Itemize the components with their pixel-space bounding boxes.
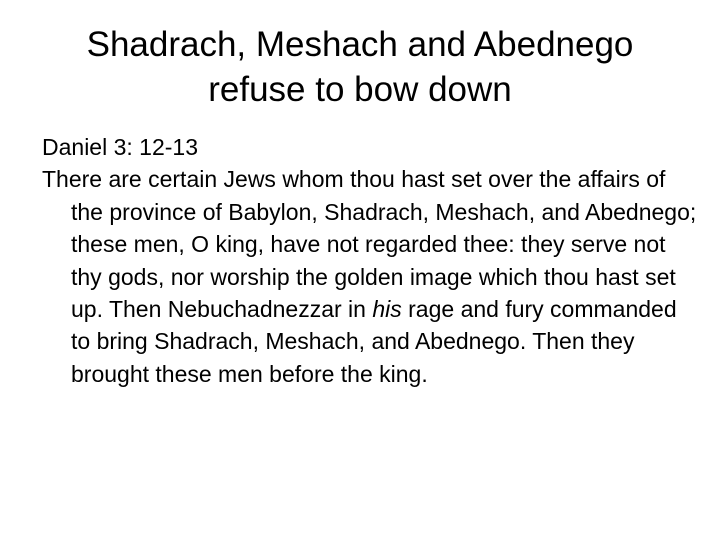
scripture-reference: Daniel 3: 12-13 <box>42 134 198 160</box>
title-line-2: refuse to bow down <box>208 70 512 109</box>
slide-body <box>42 131 702 390</box>
passage-italic-word: his <box>372 296 402 323</box>
slide-title <box>0 22 720 112</box>
scripture-passage <box>42 163 702 390</box>
title-line-1: Shadrach, Meshach and Abednego <box>86 25 634 64</box>
passage-text-start: There are certain Jews whom thou hast set over the affairs of the province of Babylon, Shadrach, Meshach, and Abednego; these men, O king, have not regarded thee: they serve not thy gods, nor worship the golden image which thou hast set up. Then Nebuchadnezzar in <box>42 166 697 323</box>
passage-text-end: rage and fury commanded to bring Shadrach, Meshach, and Abednego. Then they brought these men before the king. <box>71 296 677 387</box>
